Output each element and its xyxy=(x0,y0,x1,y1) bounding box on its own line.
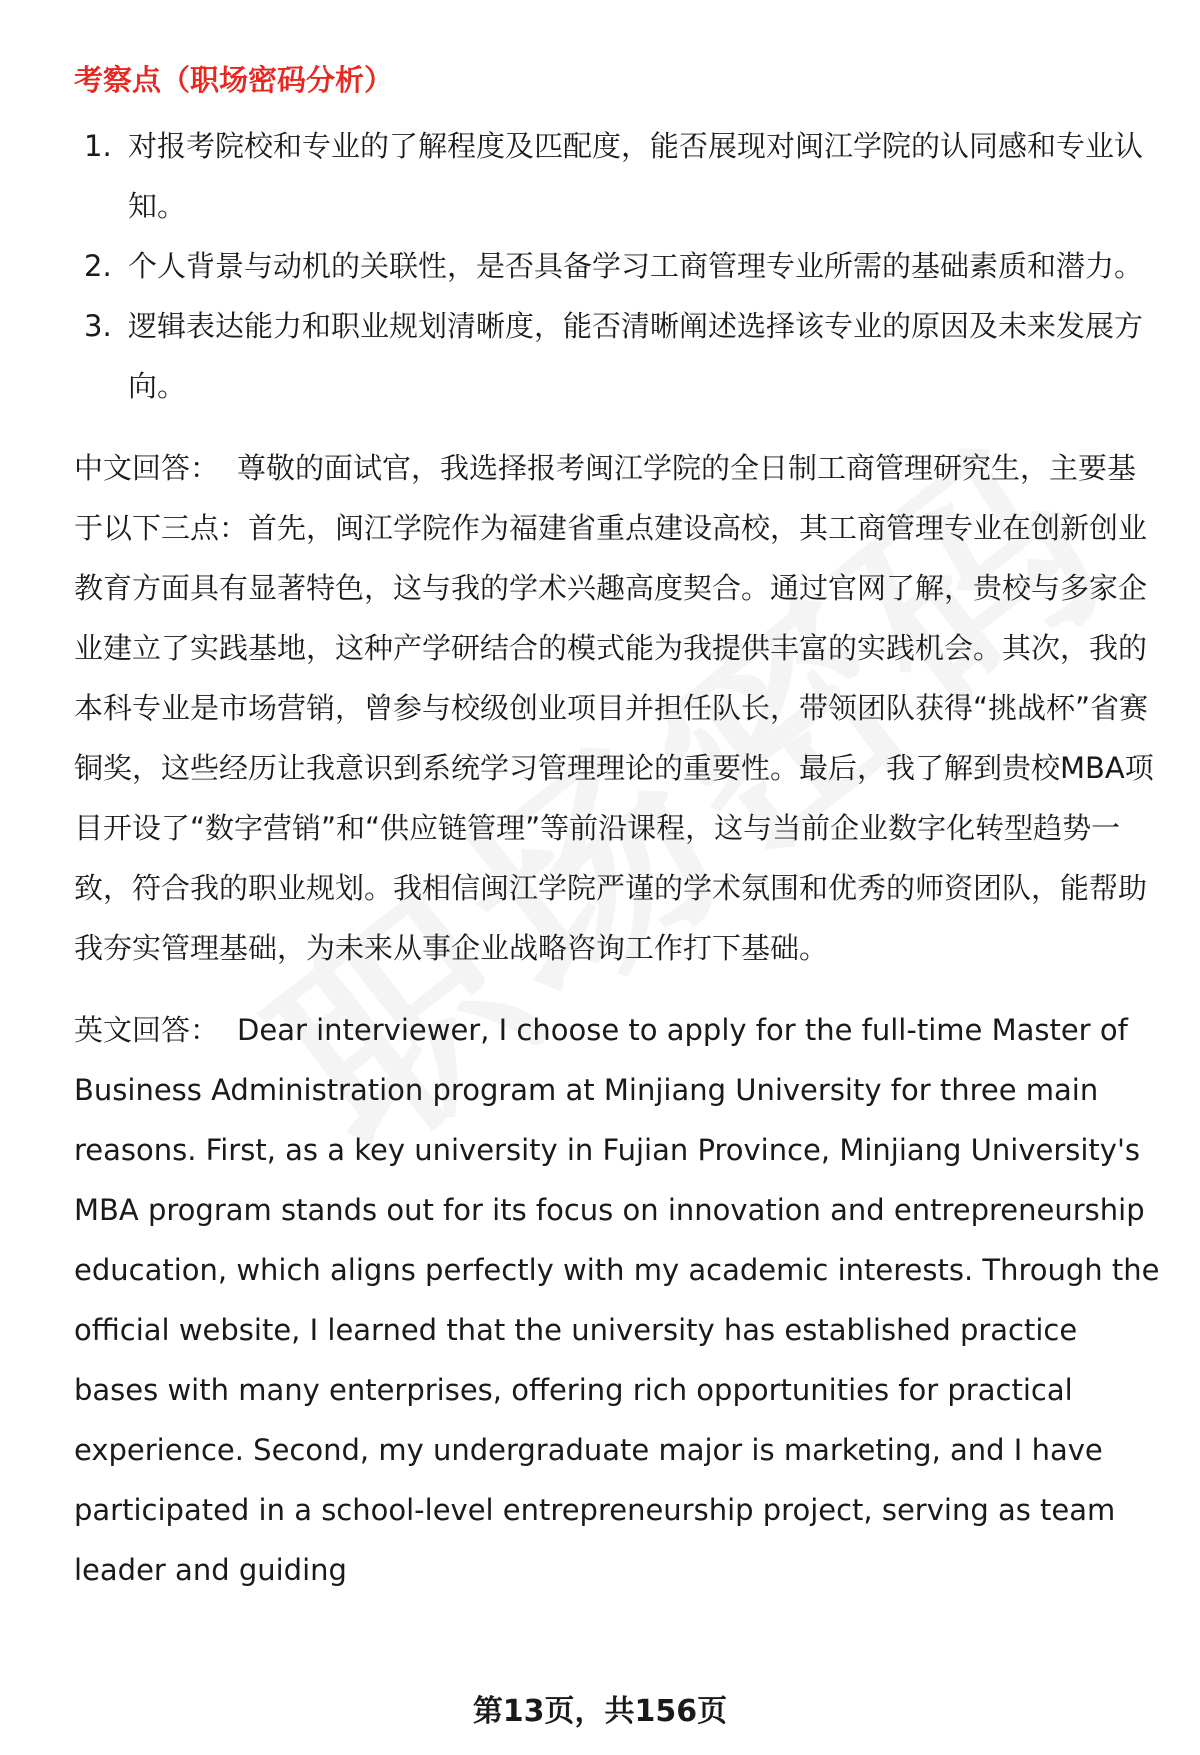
assessment-point xyxy=(74,296,1164,416)
point-text: 个人背景与动机的关联性，是否具备学习工商管理专业所需的基础素质和潜力。 xyxy=(128,249,1144,283)
chinese-answer-label: 中文回答： xyxy=(74,451,220,485)
assessment-point xyxy=(74,236,1164,296)
assessment-points-list xyxy=(74,116,1164,416)
section-title: 考察点（职场密码分析） xyxy=(74,63,394,97)
point-number: 3. xyxy=(84,309,112,343)
point-number: 2. xyxy=(84,249,112,283)
point-text: 逻辑表达能力和职业规划清晰度，能否清晰阐述选择该专业的原因及未来发展方向。 xyxy=(128,309,1144,403)
english-answer-label: 英文回答： xyxy=(74,1013,220,1047)
page-number: 第13页，共156页 xyxy=(472,1694,728,1729)
chinese-answer xyxy=(74,438,1164,978)
page-footer xyxy=(0,1692,1200,1732)
english-answer-text: Dear interviewer, I choose to apply for the full-time Master of Business Administration program at Minjiang University for three main reasons. First, as a key university in Fujian Province, Minjiang University's MBA program stands out for its focus on innovation and entrepreneurship education, which aligns perfectly with my academic interests. Through the official website, I learned that the university has established practice bases with many enterprises, offering rich opportunities for practical experience. Second, my undergraduate major is marketing, and I have participated in a school-level entrepreneurship project, serving as team leader and guiding xyxy=(74,1013,1160,1587)
page-content xyxy=(74,56,1164,1600)
english-answer xyxy=(74,1000,1164,1600)
point-number: 1. xyxy=(84,129,112,163)
point-text: 对报考院校和专业的了解程度及匹配度，能否展现对闽江学院的认同感和专业认知。 xyxy=(128,129,1144,223)
assessment-point xyxy=(74,116,1164,236)
chinese-answer-text: 尊敬的面试官，我选择报考闽江学院的全日制工商管理研究生，主要基于以下三点：首先，闽江学院作为福建省重点建设高校，其工商管理专业在创新创业教育方面具有显著特色，这与我的学术兴趣高度契合。通过官网了解，贵校与多家企业建立了实践基地，这种产学研结合的模式能为我提供丰富的实践机会。其次，我的本科专业是市场营销，曾参与校级创业项目并担任队长，带领团队获得“挑战杯”省赛铜奖，这些经历让我意识到系统学习管理理论的重要性。最后，我了解到贵校MBA项目开设了“数字营销”和“供应链管理”等前沿课程，这与当前企业数字化转型趋势一致，符合我的职业规划。我相信闽江学院严谨的学术氛围和优秀的师资团队，能帮助我夯实管理基础，为未来从事企业战略咨询工作打下基础。 xyxy=(74,451,1154,965)
